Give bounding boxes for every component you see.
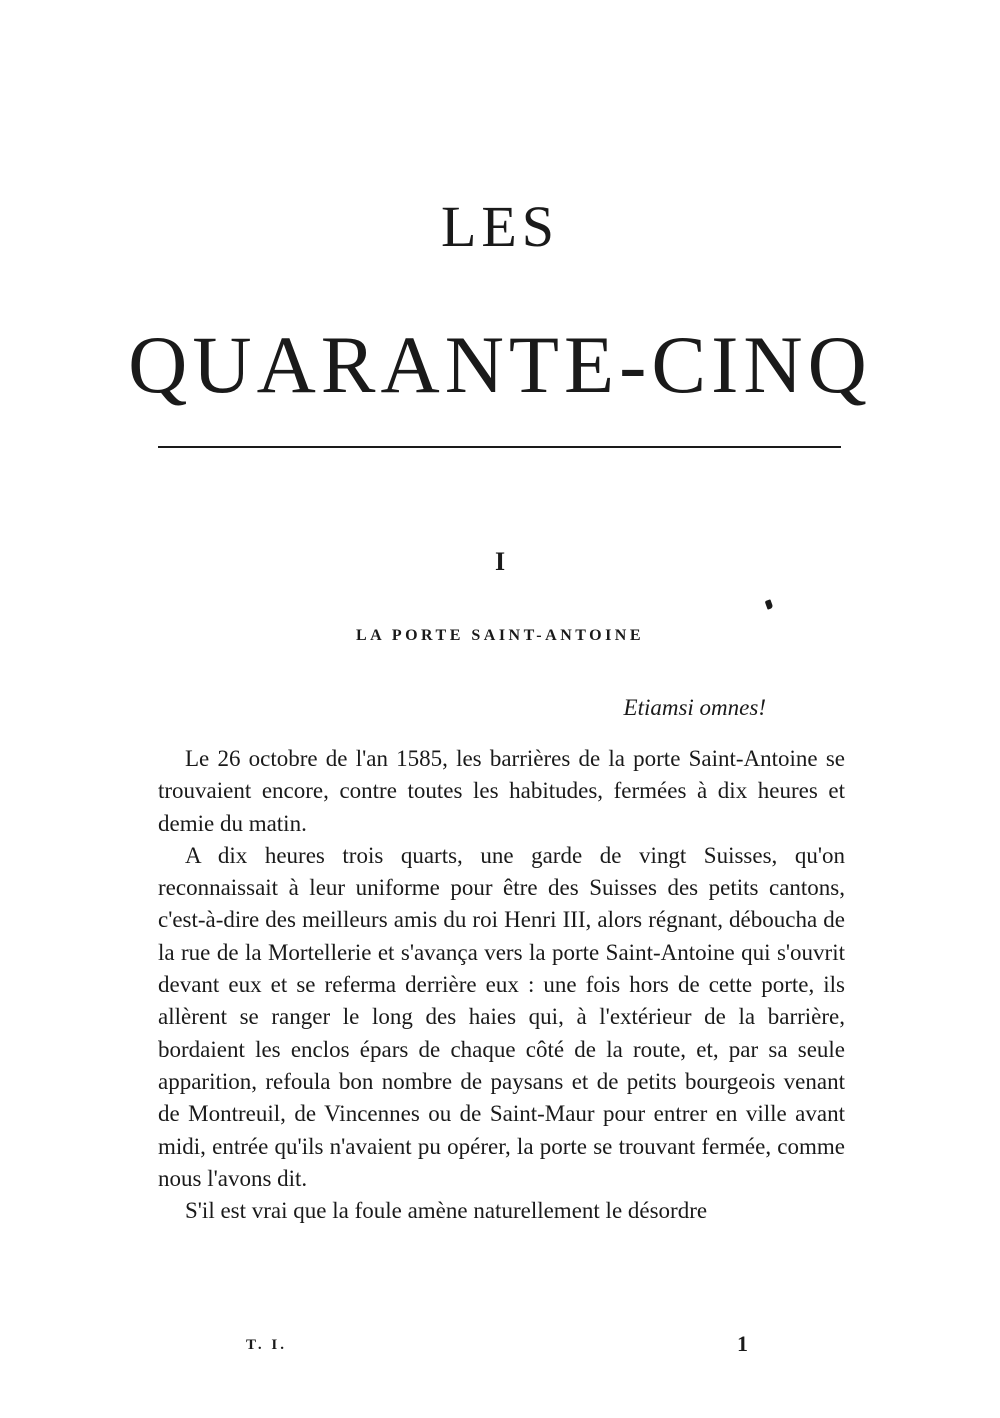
book-title-line-2: QUARANTE-CINQ (128, 319, 872, 410)
page-number: 1 (737, 1331, 748, 1356)
paragraph-2: A dix heures trois quarts, une garde de vingt Suisses, qu'on reconnaissait à leur uniforme pour être des Suisses des petits cantons, c'est-à-dire des meilleurs amis du roi Henri III, alors régnant, déboucha de la rue de la Mortellerie et s'avança vers la porte Saint-Antoine qui s'ouvrit devant eux et se referma derrière eux : une fois hors de cette porte, ils allèrent se ranger le long des haies qui, à l'extérieur de la barrière, bordaient les enclos épars de chaque côté de la route, et, par sa seule apparition, refoula bon nombre de paysans et de petits bourgeois venant de Montreuil, de Vincennes ou de Saint-Maur pour entrer en ville avant midi, entrée qu'ils n'avaient pu opérer, la porte se trouvant fermée, comme nous l'avons dit. (158, 842, 845, 1191)
ink-speck (765, 599, 774, 610)
body-text (158, 743, 845, 1227)
chapter-number: I (494, 547, 506, 576)
signature-mark: T. I. (246, 1337, 287, 1353)
book-title-line-1: LES (440, 194, 560, 259)
chapter-epigraph: Etiamsi omnes! (623, 695, 766, 720)
paragraph-3: S'il est vrai que la foule amène naturellement le désordre (185, 1198, 708, 1224)
title-divider-rule (158, 446, 841, 448)
paragraph-1: Le 26 octobre de l'an 1585, les barrières de la porte Saint-Antoine se trouvaient encore, contre toutes les habitudes, fermées à dix heures et demie du matin. (158, 746, 845, 836)
chapter-title: LA PORTE SAINT-ANTOINE (355, 627, 645, 644)
